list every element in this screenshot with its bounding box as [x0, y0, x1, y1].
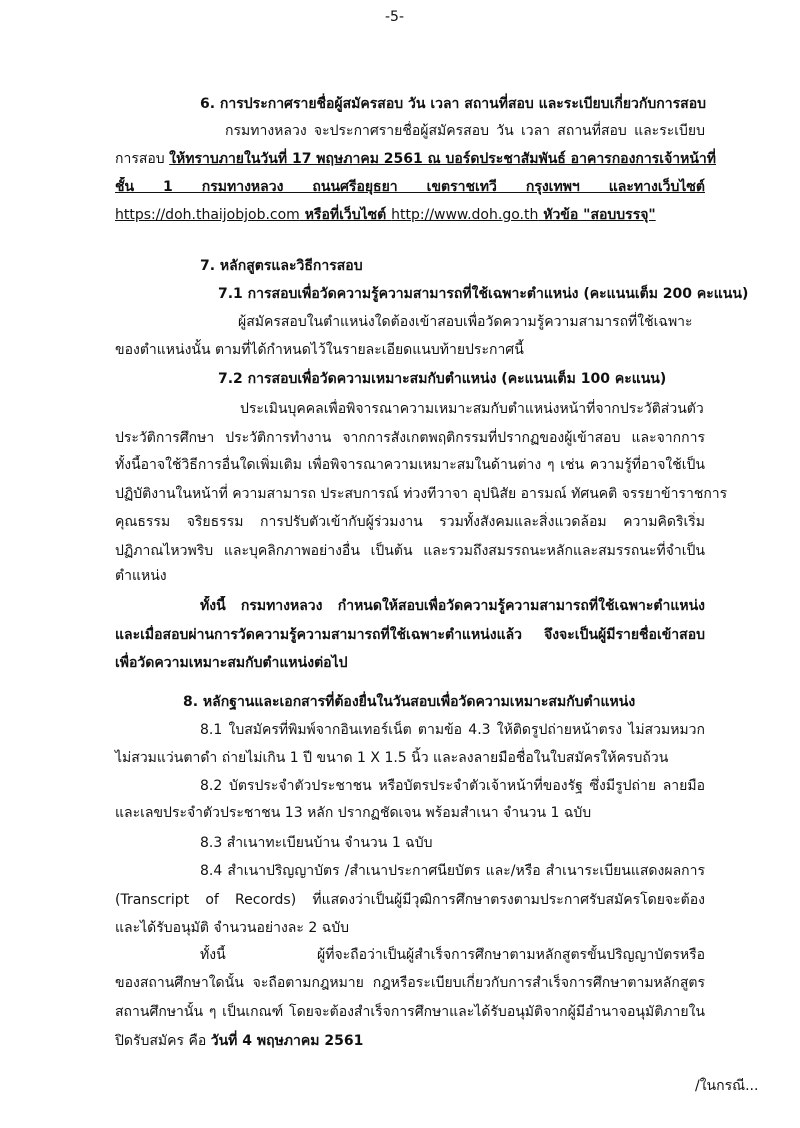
- text: หัวข้อ "สอบบรรจุ": [538, 207, 656, 223]
- text: การสอบ: [115, 151, 170, 167]
- section-8-4-line: และได้รับอนุมัติ จำนวนอย่างละ 2 ฉบับ: [115, 920, 350, 936]
- section-6-location: ชั้น 1 กรมทางหลวง ถนนศรีอยุธยา เขตราชเทวี กรุงเทพฯ และทางเว็บไซต์: [115, 179, 705, 195]
- section-8-note: [115, 1031, 363, 1051]
- section-7-2-line: ประเมินบุคคลเพื่อพิจารณาความเหมาะสมกับตำแหน่งหน้าที่จากประวัติส่วนตัว: [240, 401, 704, 417]
- section-7-2-line: ปฏิบัติงานในหน้าที่ ความสามารถ ประสบการณ์ ท่วงทีวาจา อุปนิสัย อารมณ์ ทัศนคติ จรรยาข้าราชการ: [115, 486, 728, 502]
- section-7-2-line: ทั้งนี้อาจใช้วิธีการอื่นใดเพิ่มเติม เพื่อพิจารณาความเหมาะสมในด้านต่าง ๆ เช่น ความรู้ที่อาจใช้เป็น: [115, 457, 705, 473]
- section-8-3-line: 8.3 สำเนาทะเบียนบ้าน จำนวน 1 ฉบับ: [200, 835, 433, 851]
- section-6-heading: 6. การประกาศรายชื่อผู้สมัครสอบ วัน เวลา สถานที่สอบ และระเบียบเกี่ยวกับการสอบ: [200, 96, 706, 112]
- section-7-heading: 7. หลักสูตรและวิธีการสอบ: [200, 258, 363, 274]
- continuation-note: /ในกรณี...: [695, 1078, 759, 1094]
- section-7-2-line: คุณธรรม จริยธรรม การปรับตัวเข้ากับผู้ร่วมงาน รวมทั้งสังคมและสิ่งแวดล้อม ความคิดริเริ่ม: [115, 514, 705, 530]
- section-7-1-line: ผู้สมัครสอบในตำแหน่งใดต้องเข้าสอบเพื่อวัดความรู้ความสามารถที่ใช้เฉพาะ: [238, 314, 693, 330]
- section-8-2-line: 8.2 บัตรประจำตัวประชาชน หรือบัตรประจำตัวเจ้าหน้าที่ของรัฐ ซึ่งมีรูปถ่าย ลายมือ: [200, 778, 705, 794]
- section-7-1-line: ของตำแหน่งนั้น ตามที่ได้กำหนดไว้ในรายละเอียดแนบท้ายประกาศนี้: [115, 342, 524, 358]
- announcement-date: ให้ทราบภายในวันที่ 17 พฤษภาคม 2561 ณ บอร์ดประชาสัมพันธ์ อาคารกองการเจ้าหน้าที่: [169, 151, 717, 167]
- section-8-4-line: 8.4 สำเนาปริญญาบัตร /สำเนาประกาศนียบัตร และ/หรือ สำเนาระเบียนแสดงผลการ: [200, 863, 705, 879]
- section-6-line: กรมทางหลวง จะประกาศรายชื่อผู้สมัครสอบ วัน เวลา สถานที่สอบ และระเบียบ: [225, 123, 705, 139]
- text: หรือที่เว็บไซต์: [299, 207, 392, 223]
- text: ปิดรับสมัคร คือ: [115, 1033, 211, 1049]
- section-8-heading: 8. หลักฐานและเอกสารที่ต้องยื่นในวันสอบเพื่อวัดความเหมาะสมกับตำแหน่ง: [183, 694, 636, 710]
- section-8-4-line: (Transcript of Records) ที่แสดงว่าเป็นผู้มีวุฒิการศึกษาตรงตามประกาศรับสมัครโดยจะต้อง: [115, 892, 705, 908]
- section-7-2-line: ตำแหน่ง: [115, 568, 167, 584]
- website-link-2[interactable]: http://www.doh.go.th: [391, 207, 539, 223]
- section-8-note: สถานศึกษานั้น ๆ เป็นเกณฑ์ โดยจะต้องสำเร็จการศึกษาและได้รับอนุมัติจากผู้มีอำนาจอนุมัติภายใน: [115, 1004, 705, 1020]
- section-7-2-line: ปฏิภาณไหวพริบ และบุคลิกภาพอย่างอื่น เป็นต้น และรวมถึงสมรรถนะหลักและสมรรถนะที่จำเป็น: [115, 543, 705, 559]
- section-7-note: ทั้งนี้ กรมทางหลวง กำหนดให้สอบเพื่อวัดความรู้ความสามารถที่ใช้เฉพาะตำแหน่ง: [200, 598, 705, 614]
- section-7-note: เพื่อวัดความเหมาะสมกับตำแหน่งต่อไป: [115, 655, 348, 671]
- section-6-websites: [115, 205, 656, 225]
- section-6-line: [115, 149, 717, 169]
- section-7-note: และเมื่อสอบผ่านการวัดความรู้ความสามารถที่ใช้เฉพาะตำแหน่งแล้ว จึงจะเป็นผู้มีรายชื่อเข้าสอบ: [115, 627, 705, 643]
- section-8-2-line: และเลขประจำตัวประชาชน 13 หลัก ปรากฏชัดเจน พร้อมสำเนา จำนวน 1 ฉบับ: [115, 805, 592, 821]
- section-8-1-line: ไม่สวมแว่นตาดำ ถ่ายไม่เกิน 1 ปี ขนาด 1 X 1.5 นิ้ว และลงลายมือชื่อในใบสมัครให้ครบถ้วน: [115, 750, 669, 766]
- section-8-1-line: 8.1 ใบสมัครที่พิมพ์จากอินเทอร์เน็ต ตามข้อ 4.3 ให้ติดรูปถ่ายหน้าตรง ไม่สวมหมวก: [200, 722, 705, 738]
- section-8-note: ทั้งนี้ ผู้ที่จะถือว่าเป็นผู้สำเร็จการศึกษาตามหลักสูตรขั้นปริญญาบัตรหรือ: [200, 947, 705, 963]
- section-7-2-heading: 7.2 การสอบเพื่อวัดความเหมาะสมกับตำแหน่ง (คะแนนเต็ม 100 คะแนน): [218, 371, 667, 387]
- website-link-1[interactable]: https://doh.thaijobjob.com: [115, 207, 300, 223]
- page-number: -5-: [385, 9, 405, 25]
- section-7-2-line: ประวัติการศึกษา ประวัติการทำงาน จากการสังเกตพฤติกรรมที่ปรากฏของผู้เข้าสอบ และจากการ: [115, 430, 705, 446]
- section-7-1-heading: 7.1 การสอบเพื่อวัดความรู้ความสามารถที่ใช้เฉพาะตำแหน่ง (คะแนนเต็ม 200 คะแนน): [218, 286, 749, 302]
- closing-date: วันที่ 4 พฤษภาคม 2561: [210, 1033, 364, 1049]
- section-8-note: ของสถานศึกษาใดนั้น จะถือตามกฎหมาย กฎหรือระเบียบเกี่ยวกับการสำเร็จการศึกษาตามหลักสูตร: [115, 975, 705, 991]
